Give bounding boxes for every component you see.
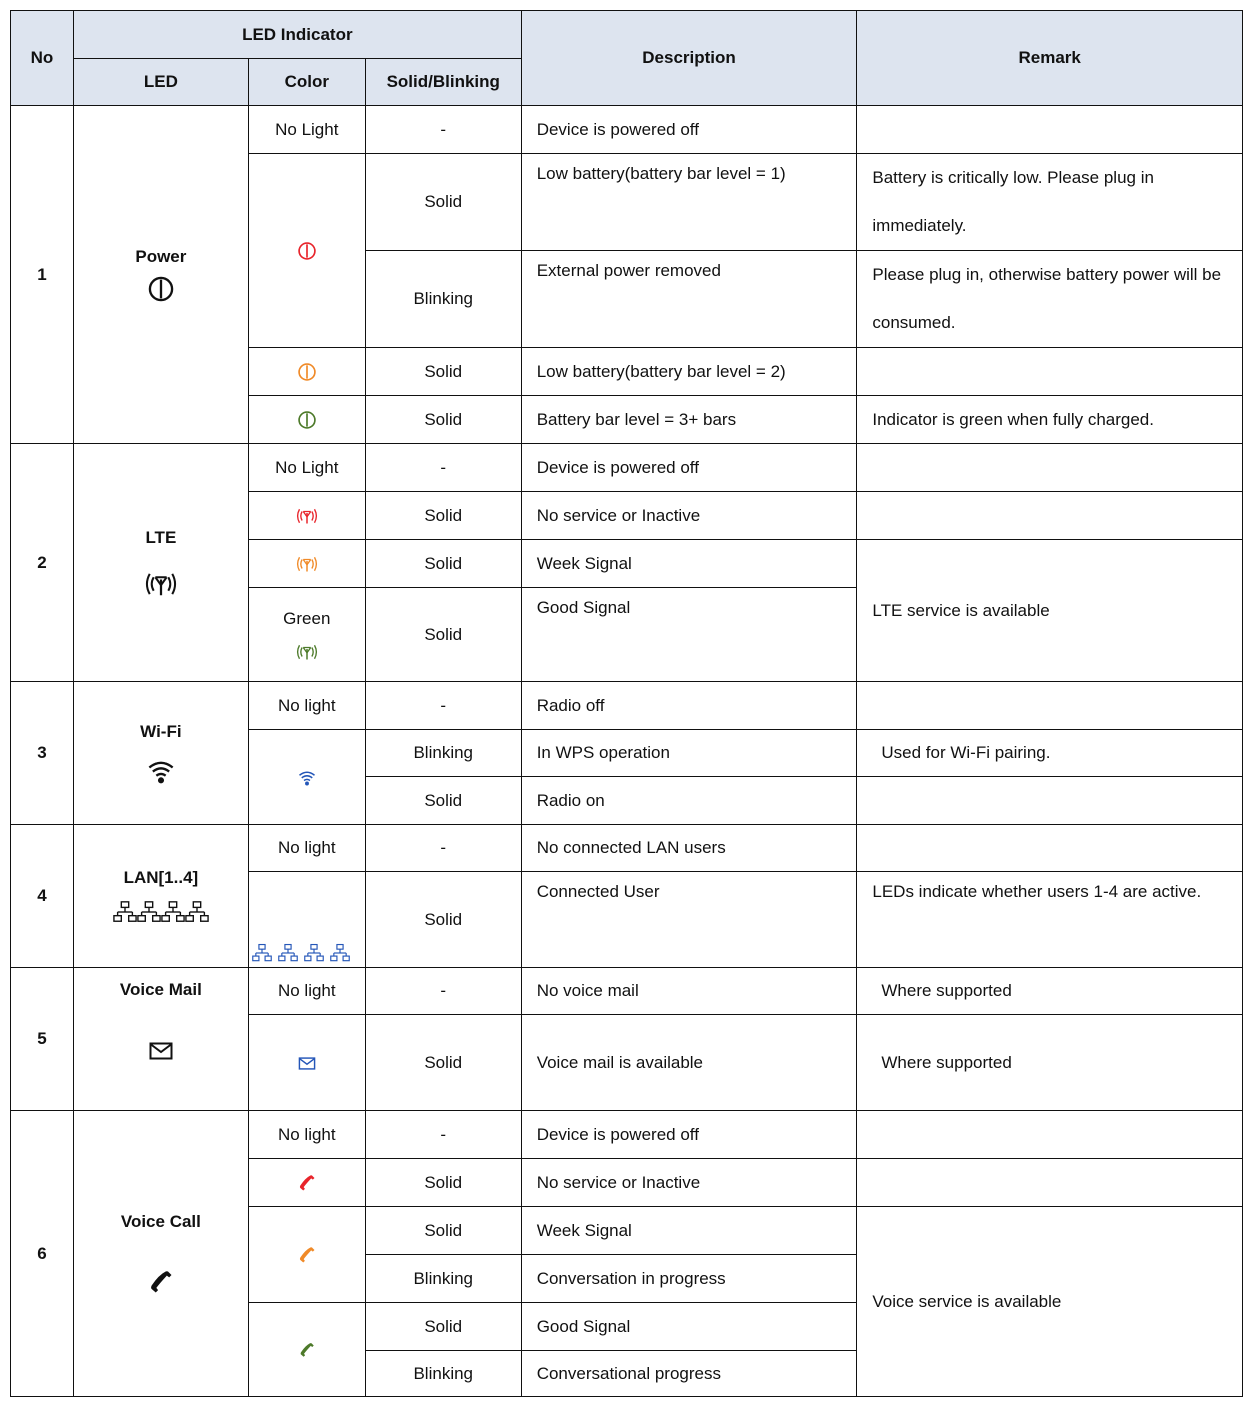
remark-cell [857,444,1243,492]
phone-icon-green [298,1341,316,1359]
remark-cell [857,106,1243,154]
wifi-icon-blue [298,769,316,786]
phone-icon [147,1268,175,1296]
color-cell [248,1015,365,1111]
remark-cell [857,348,1243,396]
color-cell [248,1159,365,1207]
remark-cell: Where supported [857,1015,1243,1111]
antenna-icon-red [294,507,320,525]
row-number: 3 [11,682,74,825]
lan-icon-blue [249,942,353,961]
color-cell [248,588,365,682]
description-cell: Low battery(battery bar level = 2) [521,348,857,396]
state-cell: - [365,444,521,492]
state-cell: - [365,682,521,730]
description-cell: Radio off [521,682,857,730]
state-cell: Solid [365,777,521,825]
description-cell: Connected User [521,872,857,968]
led-cell-voice-mail [73,968,248,1111]
color-cell: No light [248,1111,365,1159]
description-cell: Radio on [521,777,857,825]
led-label: Voice Mail [119,980,202,999]
state-cell: - [365,968,521,1015]
remark-cell: Indicator is green when fully charged. [857,396,1243,444]
state-cell: Solid [365,872,521,968]
envelope-icon [149,1042,173,1060]
envelope-icon-blue [298,1057,316,1070]
color-cell [248,540,365,588]
led-label: LTE [145,527,177,547]
state-cell: Solid [365,588,521,682]
phone-icon-orange [297,1245,317,1265]
description-cell: No voice mail [521,968,857,1015]
description-cell: Device is powered off [521,444,857,492]
color-cell [248,492,365,540]
state-cell: - [365,825,521,872]
description-cell: Conversational progress [521,1351,857,1397]
description-cell: Low battery(battery bar level = 1) [521,154,857,251]
remark-cell [857,1159,1243,1207]
color-cell [248,872,365,968]
color-cell: No light [248,968,365,1015]
description-cell: Voice mail is available [521,1015,857,1111]
description-cell: Conversation in progress [521,1255,857,1303]
header-led: LED [73,59,248,106]
description-cell: External power removed [521,251,857,348]
remark-cell: LTE service is available [857,540,1243,682]
phone-icon-red [297,1173,317,1193]
remark-cell [857,777,1243,825]
power-icon-green [297,410,317,430]
color-cell [248,730,365,825]
wifi-icon [147,758,175,784]
color-cell [248,396,365,444]
antenna-icon-green [294,643,320,661]
color-label: Green [283,608,331,628]
remark-cell [857,682,1243,730]
description-cell: Battery bar level = 3+ bars [521,396,857,444]
description-cell: Week Signal [521,540,857,588]
led-label: Voice Call [120,1211,201,1231]
header-description: Description [521,11,857,106]
header-solid-blinking: Solid/Blinking [365,59,521,106]
description-cell: No service or Inactive [521,1159,857,1207]
power-icon-red [297,241,317,261]
description-cell: Device is powered off [521,106,857,154]
remark-cell: Where supported [857,968,1243,1015]
state-cell: Blinking [365,251,521,348]
led-cell-power [73,106,248,444]
row-number: 6 [11,1111,74,1397]
state-cell: Blinking [365,730,521,777]
description-cell: Week Signal [521,1207,857,1255]
state-cell: Solid [365,396,521,444]
description-cell: Good Signal [521,1303,857,1351]
remark-cell: Battery is critically low. Please plug in immediately. [857,154,1243,251]
color-cell [248,154,365,348]
color-cell [248,1303,365,1397]
state-cell: Solid [365,492,521,540]
antenna-icon-orange [294,555,320,573]
color-cell: No Light [248,106,365,154]
header-remark: Remark [857,11,1243,106]
description-cell: Good Signal [521,588,857,682]
led-indicator-table [10,10,1243,1397]
remark-cell: Used for Wi-Fi pairing. [857,730,1243,777]
state-cell: Solid [365,348,521,396]
led-cell-lte [73,444,248,682]
state-cell: Blinking [365,1255,521,1303]
description-cell: No service or Inactive [521,492,857,540]
description-cell: In WPS operation [521,730,857,777]
row-number: 2 [11,444,74,682]
antenna-icon [143,570,179,598]
description-cell: Device is powered off [521,1111,857,1159]
color-cell: No light [248,682,365,730]
state-cell: Solid [365,1015,521,1111]
led-cell-lan [73,825,248,968]
state-cell: - [365,106,521,154]
header-color: Color [248,59,365,106]
remark-cell [857,1111,1243,1159]
color-cell [248,1207,365,1303]
led-label: Power [135,246,187,266]
remark-cell [857,492,1243,540]
remark-cell: Voice service is available [857,1207,1243,1397]
color-cell: No Light [248,444,365,492]
state-cell: Blinking [365,1351,521,1397]
power-icon [147,275,175,303]
lan-icon [113,900,209,924]
color-cell: No light [248,825,365,872]
header-no: No [11,11,74,106]
remark-cell [857,825,1243,872]
led-cell-voice-call [73,1111,248,1397]
state-cell: - [365,1111,521,1159]
remark-cell: Please plug in, otherwise battery power will be consumed. [857,251,1243,348]
description-cell: No connected LAN users [521,825,857,872]
state-cell: Solid [365,1207,521,1255]
state-cell: Solid [365,540,521,588]
state-cell: Solid [365,154,521,251]
state-cell: Solid [365,1159,521,1207]
remark-cell: LEDs indicate whether users 1-4 are active. [857,872,1243,968]
state-cell: Solid [365,1303,521,1351]
row-number: 4 [11,825,74,968]
led-label: LAN[1..4] [123,868,199,887]
led-cell-wifi [73,682,248,825]
led-label: Wi-Fi [140,722,182,741]
row-number: 5 [11,968,74,1111]
header-led-indicator: LED Indicator [73,11,521,59]
row-number: 1 [11,106,74,444]
color-cell [248,348,365,396]
power-icon-orange [297,362,317,382]
